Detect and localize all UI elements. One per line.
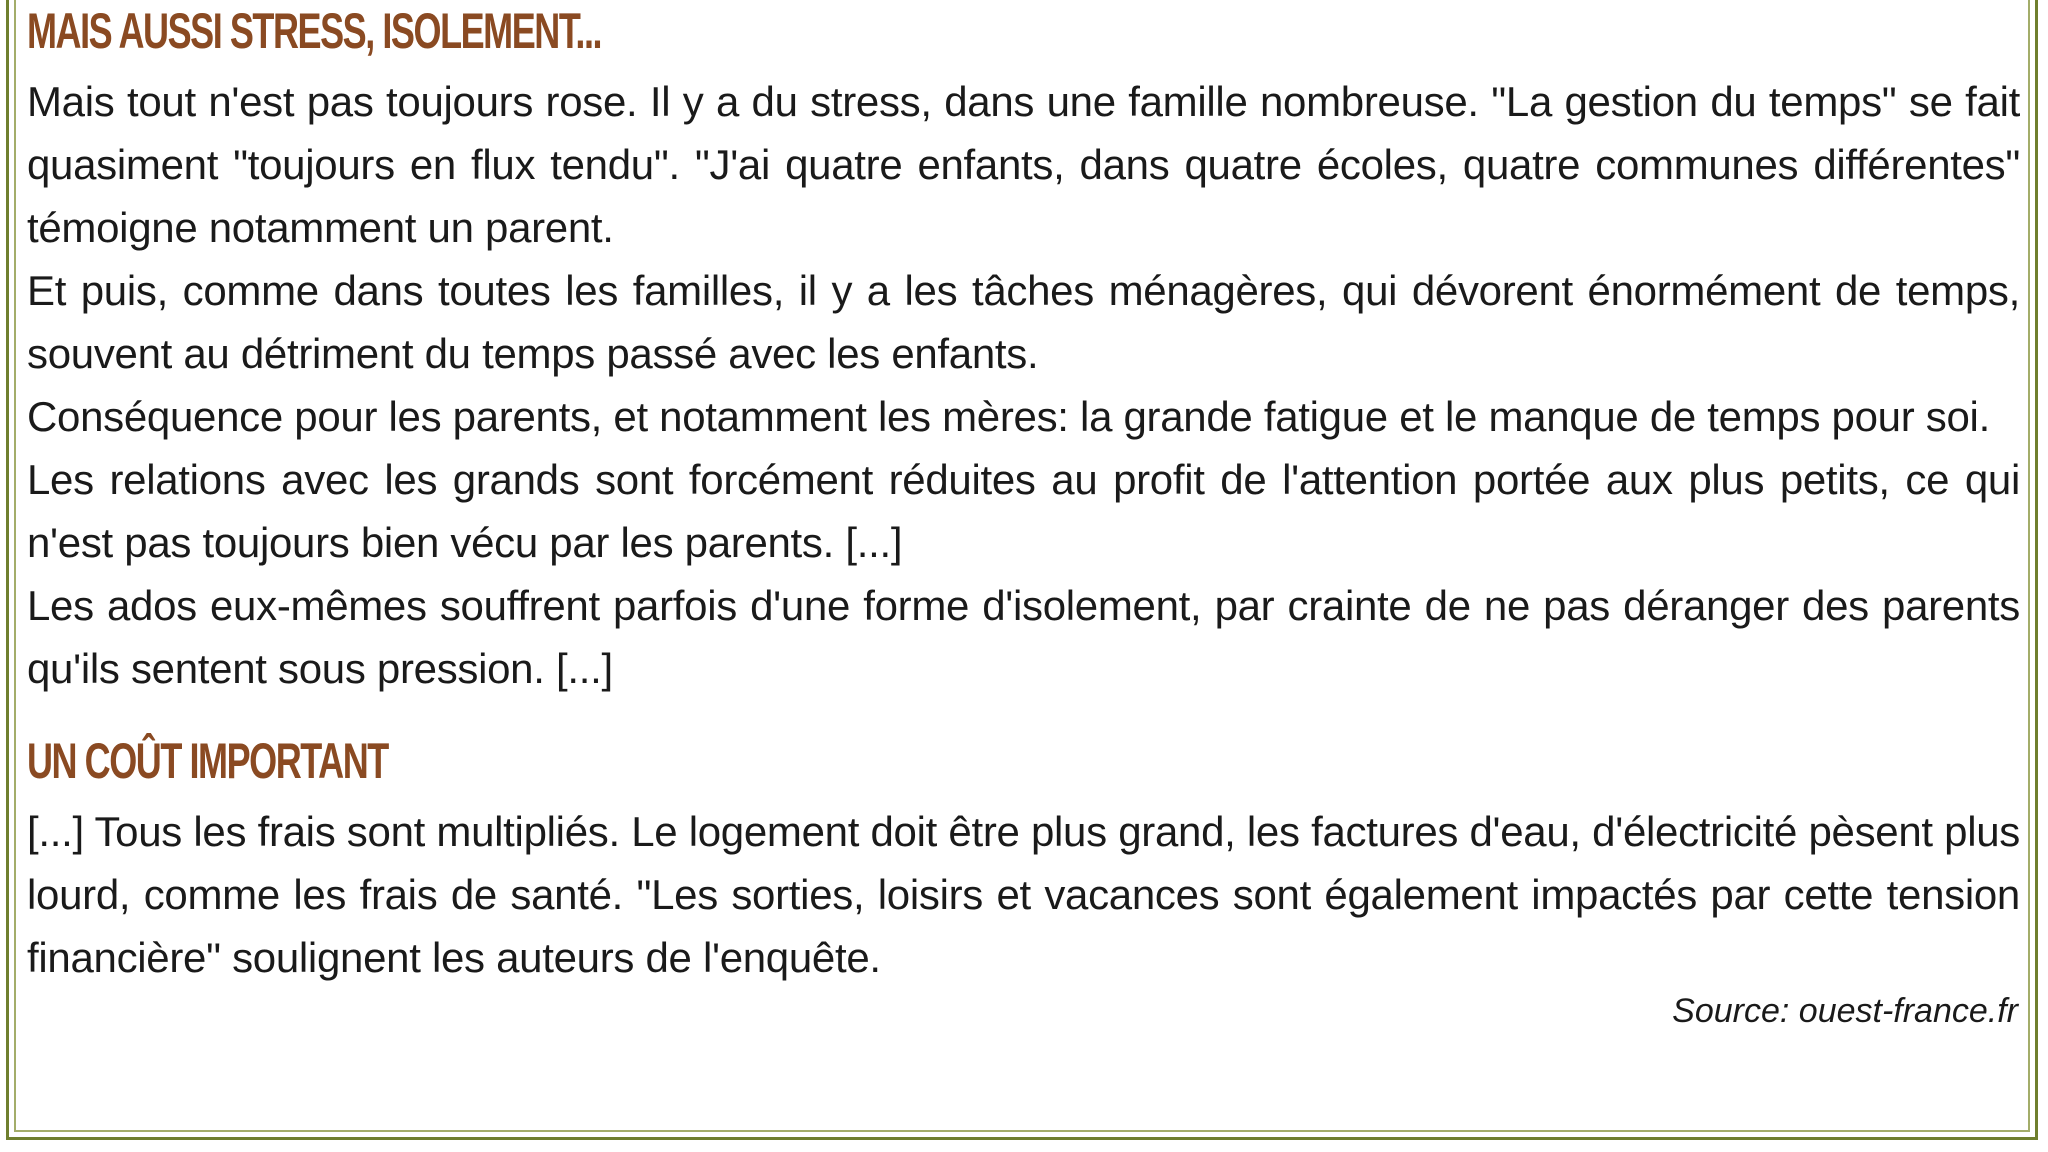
source-credit: Source: ouest-france.fr [1672,992,2018,1030]
paragraph-consequence-parents: Conséquence pour les parents, et notamment les mères: la grande fatigue et le manque de temps pour soi. [27,393,1990,440]
section-heading-cost: UN COÛT IMPORTANT [27,733,388,789]
paragraph-costs: [...] Tous les frais sont multipliés. Le logement doit être plus grand, les factures d'eau, d'électricité pèsent plus lourd, comme les frais de santé. "Les sorties, loisirs et vacances sont également impactés par cette tension financière" soulignent les auteurs de l'enquête. [27,808,2020,981]
paragraph-stress-intro: Mais tout n'est pas toujours rose. Il y a du stress, dans une famille nombreuse. "La gestion du temps" se fait quasiment "toujours en flux tendu". "J'ai quatre enfants, dans quatre écoles, quatre communes différentes" témoigne notamment un parent. [27,78,2020,251]
paragraph-teen-isolation: Les ados eux-mêmes souffrent parfois d'une forme d'isolement, par crainte de ne pas déranger des parents qu'ils sentent sous pression. [...] [27,582,2020,692]
paragraph-household-chores: Et puis, comme dans toutes les familles, il y a les tâches ménagères, qui dévorent énormément de temps, souvent au détriment du temps passé avec les enfants. [27,267,2020,377]
article-content [27,0,2020,1033]
paragraph-relations-older-kids: Les relations avec les grands sont forcément réduites au profit de l'attention portée aux plus petits, ce qui n'est pas toujours bien vécu par les parents. [...] [27,456,2020,566]
section-heading-stress: MAIS AUSSI STRESS, ISOLEMENT... [27,3,602,59]
